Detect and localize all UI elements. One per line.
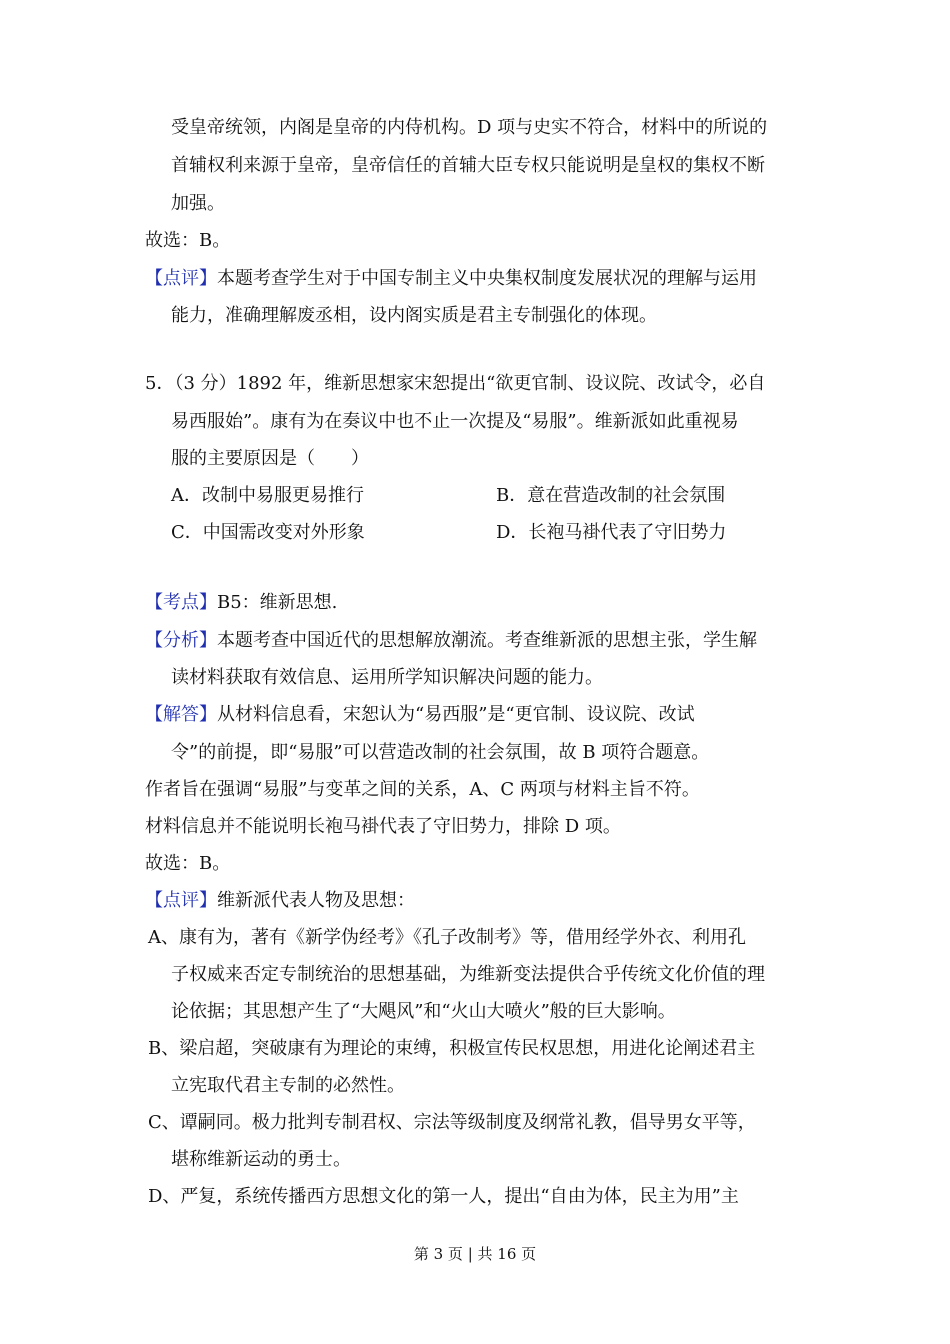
prev-comment-text: 本题考查学生对于中国专制主义中央集权制度发展状况的理解与运用 (217, 268, 757, 289)
prev-answer-choice: 故选：B。 (145, 230, 231, 251)
page-footer: 第 3 页 | 共 16 页 (413, 1245, 537, 1263)
question-line-2: 易西服始”。康有为在奏议中也不止一次提及“易服”。维新派如此重视易 (171, 411, 739, 432)
solution-extra-line-1: 作者旨在强调“易服”与变革之间的关系，A、C 两项与材料主旨不符。 (145, 779, 700, 800)
figure-a-line-3: 论依据；其思想产生了“大飓风”和“火山大喷火”般的巨大影响。 (171, 1001, 676, 1022)
figure-c-line-1: C、谭嗣同。极力批判专制君权、宗法等级制度及纲常礼教，倡导男女平等， (148, 1112, 756, 1133)
comment-text: 维新派代表人物及思想： (217, 890, 415, 911)
analysis-text: 本题考查中国近代的思想解放潮流。考查维新派的思想主张，学生解 (217, 630, 757, 651)
question-line-3: 服的主要原因是（ ） (171, 448, 369, 469)
prev-answer-line-2: 首辅权利来源于皇帝，皇帝信任的首辅大臣专权只能说明是皇权的集权不断 (171, 155, 765, 176)
prev-comment-line-1 (145, 267, 757, 291)
solution-extra-line-2: 材料信息并不能说明长袍马褂代表了守旧势力，排除 D 项。 (145, 816, 621, 837)
option-b: B．意在营造改制的社会氛围 (496, 485, 726, 506)
solution-text: 从材料信息看，宋恕认为“易西服”是“更官制、设议院、改试 (217, 704, 695, 725)
comment-tag: 【点评】 (145, 890, 217, 911)
option-a: A．改制中易服更易推行 (171, 485, 364, 506)
figure-b-line-1: B、梁启超，突破康有为理论的束缚，积极宣传民权思想，用进化论阐述君主 (148, 1038, 756, 1059)
solution-line-1 (145, 703, 695, 727)
figure-b-line-2: 立宪取代君主专制的必然性。 (171, 1075, 405, 1096)
option-d: D．长袍马褂代表了守旧势力 (496, 522, 727, 543)
analysis-line-1 (145, 629, 757, 653)
prev-comment-tag: 【点评】 (145, 268, 217, 289)
analysis-line-2: 读材料获取有效信息、运用所学知识解决问题的能力。 (171, 667, 603, 688)
prev-answer-line-1: 受皇帝统领，内阁是皇帝的内侍机构。D 项与史实不符合，材料中的所说的 (171, 117, 768, 138)
figure-a-line-1: A、康有为，著有《新学伪经考》《孔子改制考》等，借用经学外衣、利用孔 (148, 927, 746, 948)
solution-line-2: 令”的前提，即“易服”可以营造改制的社会氛围，故 B 项符合题意。 (171, 742, 710, 763)
knowledge-point-text: B5：维新思想. (217, 592, 338, 613)
figure-a-line-2: 子权威来否定专制统治的思想基础，为维新变法提供合乎传统文化价值的理 (171, 964, 765, 985)
option-c: C．中国需改变对外形象 (171, 522, 365, 543)
comment-line (145, 889, 415, 913)
solution-tag: 【解答】 (145, 704, 217, 725)
question-line-1: 5．（3 分）1892 年，维新思想家宋恕提出“欲更官制、设议院、改试令，必自 (145, 373, 766, 394)
prev-answer-line-3: 加强。 (171, 193, 225, 214)
answer-choice: 故选：B。 (145, 853, 231, 874)
knowledge-point-tag: 【考点】 (145, 592, 217, 613)
analysis-tag: 【分析】 (145, 630, 217, 651)
prev-comment-line-2: 能力，准确理解废丞相，设内阁实质是君主专制强化的体现。 (171, 305, 657, 326)
figure-c-line-2: 堪称维新运动的勇士。 (171, 1149, 351, 1170)
knowledge-point (145, 591, 337, 615)
figure-d-line-1: D、严复，系统传播西方思想文化的第一人，提出“自由为体，民主为用”主 (148, 1186, 739, 1207)
